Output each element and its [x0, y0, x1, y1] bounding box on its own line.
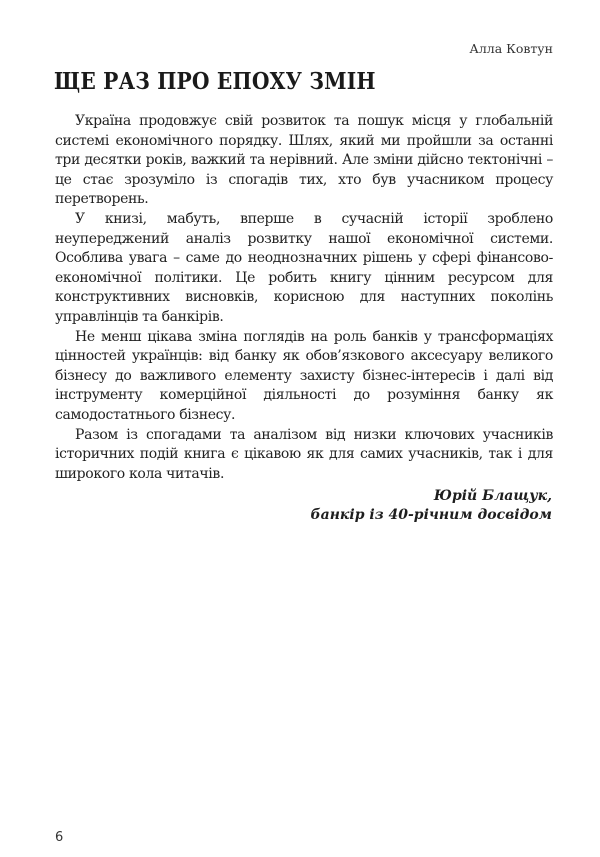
paragraph: Україна продовжує свій розвиток та пошук місця у глобальній системі економічного порядку. Шлях, який ми пройшли за останні три десятки років, важкий та нерівний. Але зміни дійсно тектонічні – це стає зрозуміло із спогадів тих, хто був учасником процесу перетворень. [55, 113, 553, 208]
signature-block [311, 487, 552, 525]
body-text [55, 112, 553, 484]
signature-name: Юрій Блащук, [433, 488, 552, 504]
paragraph: У книзі, мабуть, вперше в сучасній історії зроблено неупереджений аналіз розвитку нашої економічної системи. Особлива увага – саме до неоднозначних рішень у сфері фінансово-економічної політики. Це робить книгу цінним ресурсом для конструктивних висновків, корисною для наступних поколінь управлінців та банкірів. [55, 210, 553, 325]
paragraph: Не менш цікава зміна поглядів на роль банків у трансформаціях цінностей українців: від банку як обов’язкового аксесуару великого бізнесу до важливого елементу захисту бізнес-інтересів і далі від інструменту комерційної діяльності до розуміння банку як самодостатнього бізнесу. [55, 328, 553, 423]
page-title: ЩЕ РАЗ ПРО ЕПОХУ ЗМІН [54, 68, 376, 95]
paragraph: Разом із спогадами та аналізом від низки ключових учасників історичних подій книга є цікавою як для самих учасників, так і для широкого кола читачів. [55, 426, 553, 482]
signature-description: банкір із 40-річним досвідом [310, 507, 552, 523]
page-number: 6 [55, 830, 64, 845]
running-header-author: Алла Ковтун [469, 41, 553, 56]
